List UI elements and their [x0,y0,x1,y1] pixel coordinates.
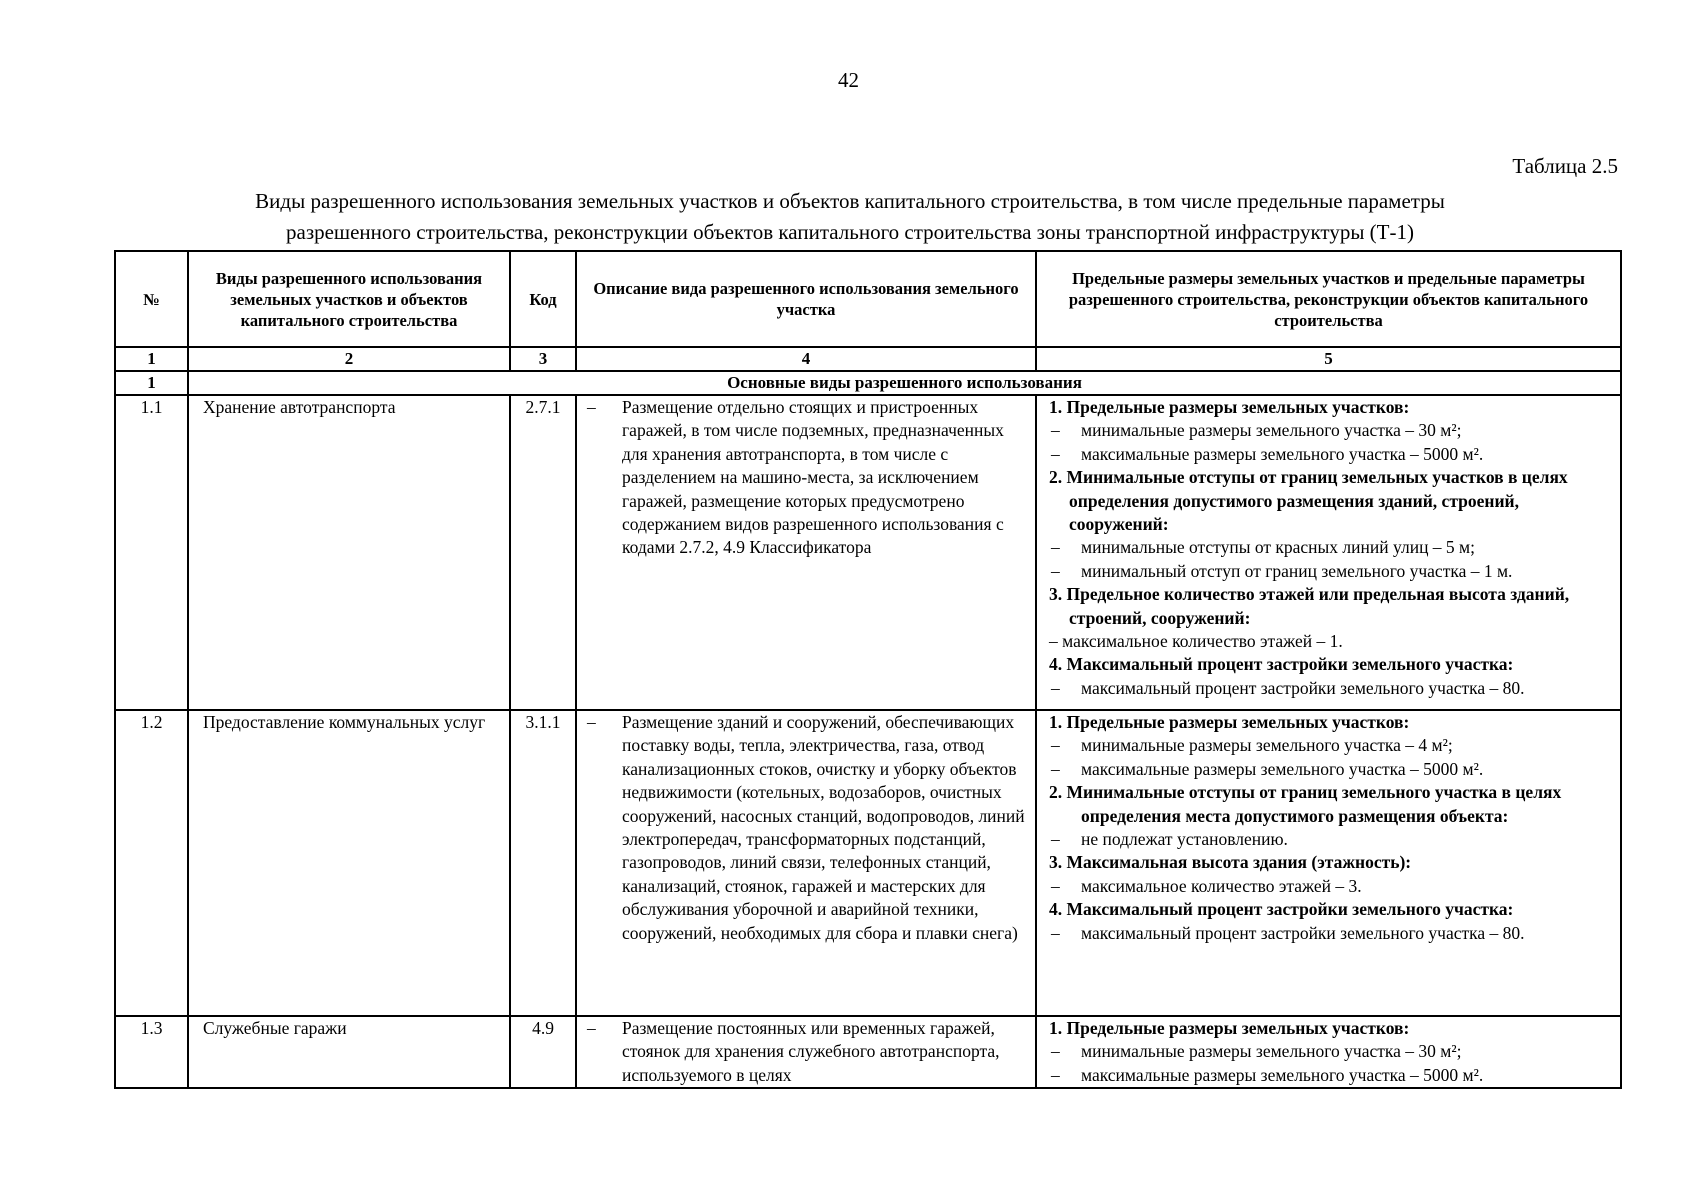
row-code: 2.7.1 [510,395,576,710]
param-heading: 1. Предельные размеры земельных участков: [1049,712,1410,732]
dash-marker: – [1051,560,1060,581]
table-row [115,1016,1621,1088]
param-heading: 4. Максимальный процент застройки земельного участка: [1049,654,1514,675]
header-code: Код [510,251,576,347]
description-text: Размещение зданий и сооружений, обеспечивающих поставку воды, тепла, электричества, газа, отвод канализационных стоков, очистку и уборку объектов недвижимости (котельных, водозаборов, очистных сооружений, насосных станций, водопроводов, линий электропередач, трансформаторных подстанций, газопроводов, линий связи, телефонных станций, канализаций, стоянок, гаражей и мастерских для обслуживания уборочной и аварийной техники, сооружений, необходимых для сбора и плавки снега) [622,712,1025,943]
column-number: 3 [510,347,576,371]
header-row [115,251,1621,347]
row-description [576,1016,1036,1088]
header-name: Виды разрешенного использования земельных участков и объектов капитального строительства [188,251,510,347]
dash-marker: – [1051,420,1060,441]
caption-line-1: Виды разрешенного использования земельных участков и объектов капитального строительства, в том числе предельные параметры [255,189,1445,213]
header-num: № [115,251,188,347]
param-heading: 2. Минимальные отступы от границ земельных участков в целях определения допустимого размещения зданий, строений, сооружений: [1049,467,1568,535]
param-item-text: максимальное количество этажей – 3. [1081,875,1362,896]
dash-marker: – [587,1018,596,1038]
column-number: 1 [115,347,188,371]
param-item [1049,734,1616,757]
description-text: Размещение постоянных или временных гаражей, стоянок для хранения служебного автотранспорта, используемого в целях [622,1018,1000,1085]
column-number: 4 [576,347,1036,371]
param-item-text: минимальные отступы от красных линий улиц – 5 м; [1081,537,1475,558]
param-heading: 3. Предельное количество этажей или предельная высота зданий, строений, сооружений: [1049,584,1570,628]
dash-marker: – [1051,1041,1060,1062]
param-heading: 1. Предельные размеры земельных участков: [1049,397,1410,417]
header-desc: Описание вида разрешенного использования земельного участка [576,251,1036,347]
param-item [1049,536,1616,559]
row-parameters [1036,710,1621,1016]
land-use-table [114,250,1622,1089]
param-item-text: – максимальное количество этажей – 1. [1049,631,1343,652]
dash-marker: – [587,712,596,732]
column-number: 5 [1036,347,1621,371]
header-params: Предельные размеры земельных участков и предельные параметры разрешенного строительства, реконструкции объектов капитального строительства [1036,251,1621,347]
row-use-name: Хранение автотранспорта [188,395,510,710]
row-code: 3.1.1 [510,710,576,1016]
param-item-text: минимальные размеры земельного участка – 30 м²; [1081,420,1462,441]
page-number: 42 [838,68,859,92]
dash-marker: – [587,397,596,417]
param-heading: 4. Максимальный процент застройки земельного участка: [1049,899,1514,920]
param-item [1049,922,1616,945]
param-item [1049,758,1616,781]
param-item [1049,828,1616,851]
param-item [1049,443,1616,466]
param-item-text: максимальный процент застройки земельного участка – 80. [1081,677,1525,698]
param-heading: 2. Минимальные отступы от границ земельного участка в целях определения места допустимого размещения объекта: [1049,782,1562,826]
param-item-text: максимальные размеры земельного участка – 5000 м². [1081,443,1484,464]
row-number: 1.3 [115,1016,188,1088]
dash-marker: – [1051,443,1060,464]
row-parameters [1036,1016,1621,1088]
param-item-text: максимальные размеры земельного участка – 5000 м². [1081,758,1484,779]
param-item-text: минимальные размеры земельного участка – 4 м²; [1081,735,1453,756]
table-label: Таблица 2.5 [1512,154,1618,178]
table-row [115,395,1621,710]
param-item [1049,560,1616,583]
row-description [576,395,1036,710]
param-heading: 1. Предельные размеры земельных участков: [1049,1018,1410,1038]
dash-marker: – [1051,677,1060,698]
row-number: 1.1 [115,395,188,710]
dash-marker: – [1051,922,1060,943]
row-description [576,710,1036,1016]
dash-marker: – [1051,875,1060,896]
param-item-text: минимальные размеры земельного участка – 30 м²; [1081,1041,1462,1062]
section-number: 1 [115,371,188,395]
section-row [115,371,1621,395]
param-item [1049,1040,1616,1063]
param-item-text: максимальные размеры земельного участка – 5000 м². [1081,1064,1484,1085]
param-item-text: не подлежат установлению. [1081,829,1288,850]
param-item [1049,677,1616,700]
row-number: 1.2 [115,710,188,1016]
dash-marker: – [1051,537,1060,558]
param-item-text: минимальный отступ от границ земельного участка – 1 м. [1081,560,1513,581]
row-use-name: Служебные гаражи [188,1016,510,1088]
caption-line-2: разрешенного строительства, реконструкции объектов капитального строительства зоны транспортной инфраструктуры (Т-1) [286,220,1414,244]
dash-marker: – [1051,758,1060,779]
dash-marker: – [1051,1064,1060,1085]
column-number-row [115,347,1621,371]
column-number: 2 [188,347,510,371]
param-heading: 3. Максимальная высота здания (этажность): [1049,852,1412,873]
param-item [1049,1064,1616,1087]
row-code: 4.9 [510,1016,576,1088]
table-caption [100,186,1600,248]
param-item [1049,419,1616,442]
description-text: Размещение отдельно стоящих и пристроенных гаражей, в том числе подземных, предназначенных для хранения автотранспорта, в том числе с разделением на машино-места, за исключением гаражей, размещение которых предусмотрено содержанием видов разрешенного использования с кодами 2.7.2, 4.9 Классификатора [622,397,1004,558]
param-item [1049,875,1616,898]
row-use-name: Предоставление коммунальных услуг [188,710,510,1016]
table-row [115,710,1621,1016]
row-parameters [1036,395,1621,710]
section-title: Основные виды разрешенного использования [188,371,1621,395]
param-item-text: максимальный процент застройки земельного участка – 80. [1081,922,1525,943]
dash-marker: – [1051,735,1060,756]
dash-marker: – [1051,829,1060,850]
